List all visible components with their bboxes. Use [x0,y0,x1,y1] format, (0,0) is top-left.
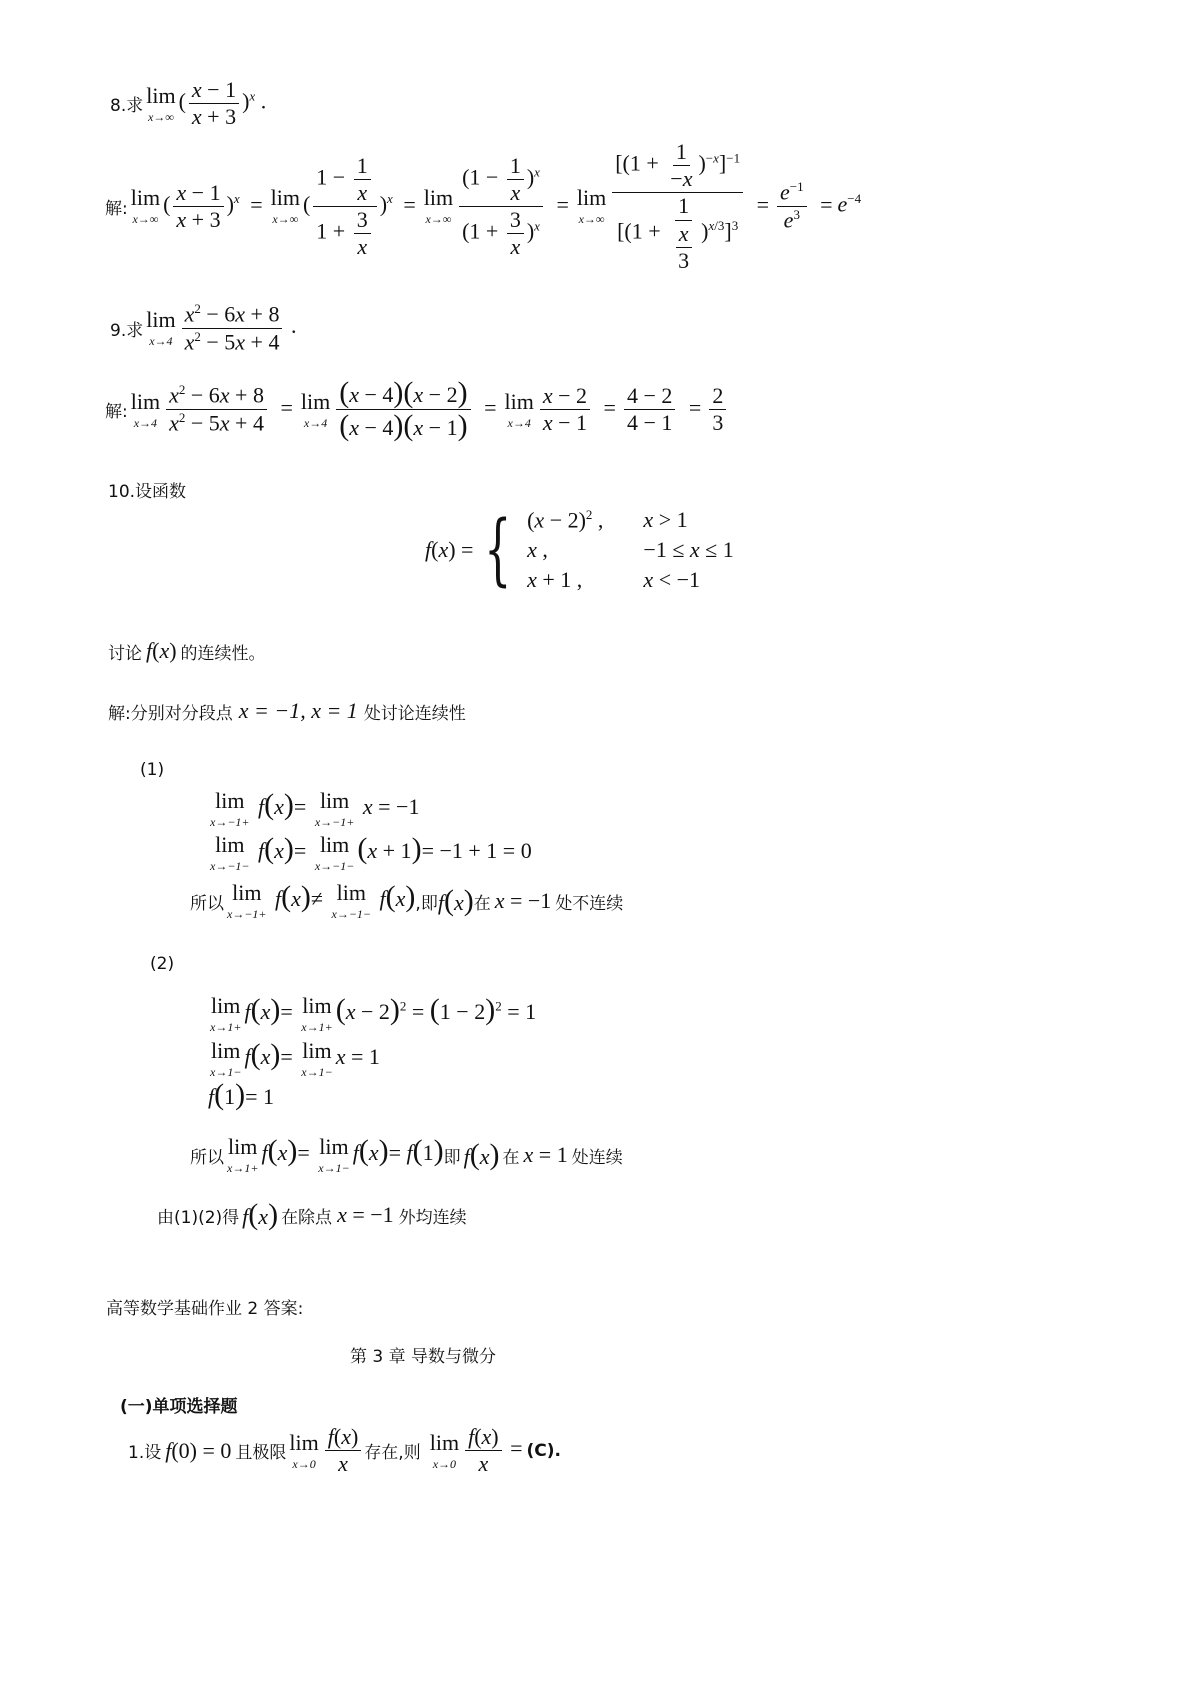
q10-split-points: x = −1, x = 1 [238,698,358,723]
q9-solution [105,378,729,441]
q9-label: 9.求 [110,320,144,341]
hw2-q1: 1.设 f(0) = 0 且极限 lim x→0 $\frac{f(x)}{x}$ 存在,则 lim x→0 $\frac{f(x)}{x}$ = (C). [128,1424,562,1477]
q8-derivation: lim x→∞ ( $\frac{x - 1}{x + 3}$ )$^x$ = lim x→∞ ( 1 − $\frac{1}{x}$ 1 + $\frac{3}{x}$ )$^x$ = lim x→∞ (1 − $\frac{1}{x}$ )$^x$ (1 + $\frac{3}{x}$ )$^x$ = lim x→∞ [(1 + $\frac{1}{-x}$ )$^{-x}$]$^{-1}$ [(1 + $\frac{1}{\frac{x}{3}}$ )$^{x/3}$]$^3$ = $\frac{e^{-1}}{e^3}$ = $e^{-4}$ [130,139,862,273]
piecewise-cases: $(x - 2)^2$ , x > 1 x , −1 ≤ x ≤ 1 x + 1 , x < −1 [527,507,734,593]
q9-derivation: lim x→4 $\frac{x^2 - 6x + 8}{x^2 - 5x + 4}$ = lim x→4 $\frac{(x - 4)(x - 2)}{(x - 4)(x - 1)}$ = lim x→4 $\frac{x - 2}{x - 1}$ = $\frac{4 - 2}{4 - 1}$ = $\frac{2}{3}$ [128,378,730,441]
q10-label: 10.设函数 [108,482,187,502]
q8-statement [110,78,266,129]
q10-final-conclusion: 由(1)(2)得 f(x) 在除点 x = −1 外均连续 [157,1198,467,1231]
q10-solution-intro: 解:分别对分段点 x = −1, x = 1 处讨论连续性 [108,698,466,724]
q10-part2-right-limit: lim x→1+ f(x)= lim x→1+ $(x - 2)^2 = (1 - 2)^2 = 1$ [210,993,537,1034]
q10-part1-left-limit: lim x→−1− f(x)= lim x→−1− (x + 1)= −1 + 1 = 0 [210,832,532,873]
q10-part1-label: (1) [140,760,165,780]
q10-part1-right-limit: lim x→−1+ f(x)= lim x→−1+ x = −1 [210,788,420,829]
q10-part1-conclusion: 所以 lim x→−1+ f(x)≠ lim x→−1− f(x) ,即 f(x) 在 x = −1 处不连续 [190,880,624,921]
section-title: (一)单项选择题 [120,1397,238,1417]
chapter-title: 第 3 章 导数与微分 [350,1347,497,1367]
left-brace-icon: { [484,505,512,596]
q10-part2-label: (2) [150,954,175,974]
q10-part2-conclusion: 所以 lim x→1+ f(x)= lim x→1− f(x)= f(1) 即 f(x) 在 x = 1 处连续 [190,1134,623,1175]
q10-part2-left-limit: lim x→1− f(x)= lim x→1− x = 1 [210,1038,380,1079]
q8-label: 8.求 [110,96,144,117]
hw2-title: 高等数学基础作业 2 答案: [106,1299,304,1319]
q8-answer-label: 解: [105,198,128,219]
q9-expression: lim x→4 $\frac{x^2 - 6x + 8}{x^2 - 5x + 4}$ . [146,301,297,354]
q10-part2-value: f(1)= 1 [208,1078,275,1111]
q1-answer: (C). [526,1440,562,1461]
q9-answer-label: 解: [105,402,128,422]
q8-solution [105,140,861,273]
q9-statement [110,302,296,354]
q8-final-base: e [837,191,848,217]
q8-final-exp: −4 [847,191,862,207]
q10-piecewise-definition: f(x) = { $(x - 2)^2$ , x > 1 x , −1 ≤ x ≤ 1 x + 1 , x < −1 [425,505,734,596]
q10-discuss: 讨论 f(x) 的连续性。 [108,638,266,664]
q8-expression: lim x→∞ ( $\frac{x - 1}{x + 3}$ )$^x$ . [146,77,267,130]
